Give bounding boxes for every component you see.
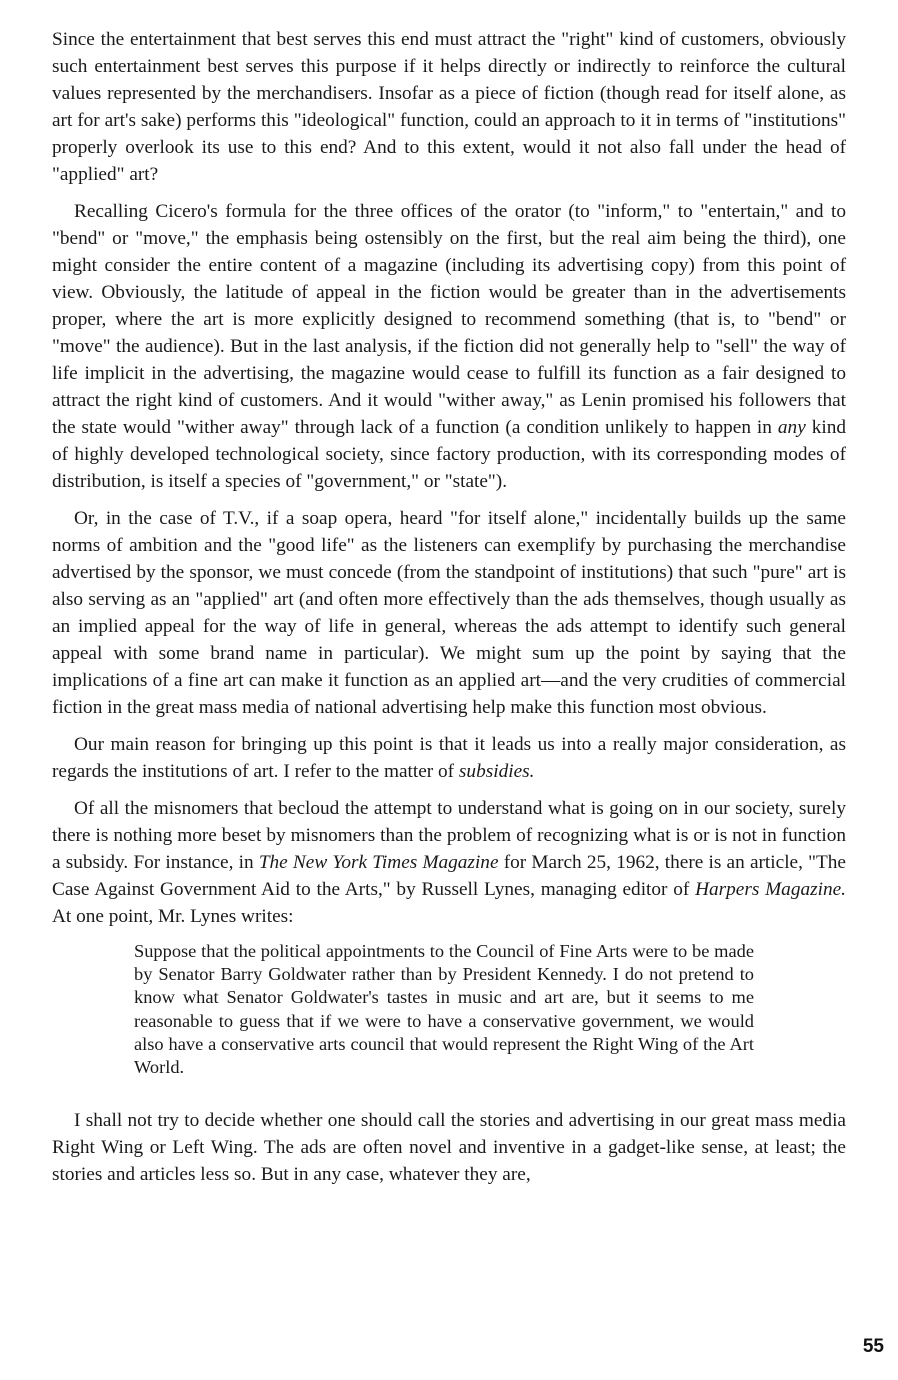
paragraph-5-magazine: Harpers Magazine.: [695, 879, 846, 900]
paragraph-3: Or, in the case of T.V., if a soap opera, heard "for itself alone," incidentally builds up the same norms of ambition and the "good life" as the listeners can exemplify by purchasing the merchandise advertised by the sponsor, we must concede (from the standpoint of institutions) that such "pure" art is also serving as an "applied" art (and often more effectively than the ads themselves, though usually as an implied appeal for the way of life in general, whereas the ads attempt to identify such general appeal with some brand name in particular). We might sum up the point by saying that the implications of a fine art can make it function as an applied art—and the very crudities of commercial fiction in the great mass media of national advertising help make this function most obvious.: [52, 508, 846, 718]
page-number: 55: [862, 1336, 884, 1357]
paragraph-5-publication: The New York Times Magazine: [258, 852, 499, 873]
page-body: [52, 26, 846, 1198]
paragraph-2-text: Recalling Cicero's formula for the three offices of the orator (to "inform," to "entertain," and to "bend" or "move," the emphasis being ostensibly on the first, but the real aim being the third), one might consider the entire content of a magazine (including its advertising copy) from this point of view. Obviously, the latitude of appeal in the fiction would be greater than in the advertisements proper, where the art is more explicitly designed to recommend something (that is, to "bend" or "move" the audience). But in the last analysis, if the fiction did not generally help to "sell" the way of life implicit in the advertising, the magazine would cease to fulfill its function as a fair designed to attract the right kind of customers. And it would "wither away," as Lenin promised his followers that the state would "wither away" through lack of a function (a condition unlikely to happen in: [52, 201, 846, 438]
paragraph-5-text-b: for March 25, 1962, there is an article, "The Case Against Government Aid to the Arts," by Russell Lynes, managing editor of: [52, 852, 846, 900]
paragraph-4-text: Our main reason for bringing up this point is that it leads us into a really major consideration, as regards the institutions of art. I refer to the matter of: [52, 734, 846, 782]
paragraph-5-text-a: Of all the misnomers that becloud the attempt to understand what is going on in our society, surely there is nothing more beset by misnomers than the problem of recognizing what is or is not in function a subsidy. For instance, in: [52, 798, 846, 873]
paragraph-5-text-c: At one point, Mr. Lynes writes:: [52, 906, 294, 927]
paragraph-1: Since the entertainment that best serves this end must attract the "right" kind of customers, obviously such entertainment best serves this purpose if it helps directly or indirectly to reinforce the cultural values represented by the merchandisers. Insofar as a piece of fiction (though read for itself alone, as art for art's sake) performs this "ideological" function, could an approach to it in terms of "institutions" properly overlook its use to this end? And to this extent, would it not also fall under the head of "applied" art?: [52, 29, 846, 185]
block-quote: Suppose that the political appointments to the Council of Fine Arts were to be made by Senator Barry Goldwater rather than by President Kennedy. I do not pretend to know what Senator Goldwater's tastes in music and art are, but it seems to me reasonable to guess that if we were to have a conservative government, we would also have a conservative arts council that would represent the Right Wing of the Art World.: [134, 941, 754, 1078]
paragraph-2: [52, 198, 846, 495]
paragraph-2-emphasis: any: [777, 417, 806, 438]
paragraph-4-emphasis: subsidies.: [458, 761, 535, 782]
paragraph-6: I shall not try to decide whether one should call the stories and advertising in our great mass media Right Wing or Left Wing. The ads are often novel and inventive in a gadget-like sense, at least; the stories and articles less so. But in any case, whatever they are,: [52, 1110, 846, 1186]
paragraph-5: [52, 795, 846, 930]
paragraph-2-tail: kind of highly developed technological society, since factory production, with its corresponding modes of distribution, is itself a species of "government," or "state").: [52, 417, 846, 492]
paragraph-4: [52, 731, 846, 785]
